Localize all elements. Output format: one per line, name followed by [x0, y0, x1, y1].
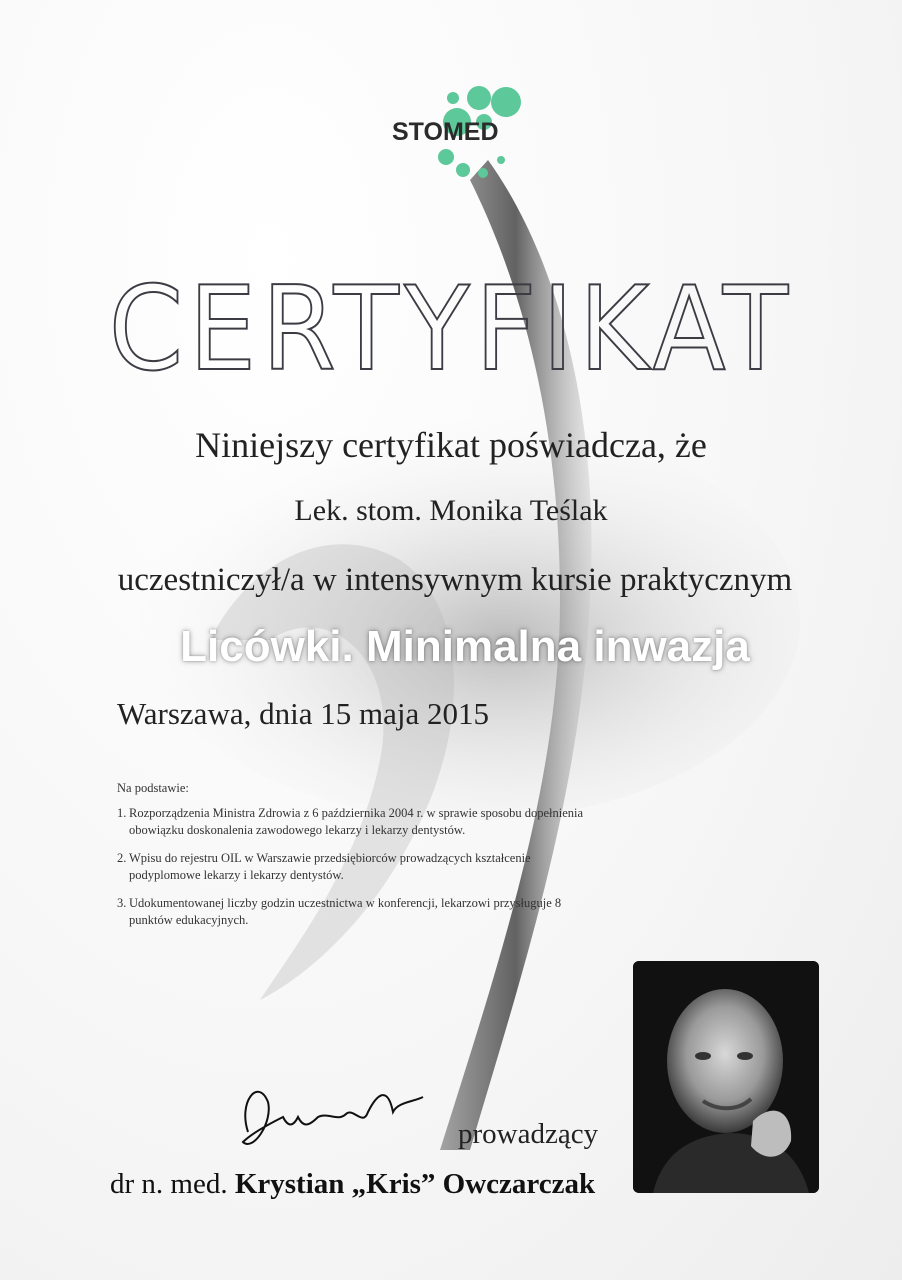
legal-basis — [117, 780, 587, 940]
legal-basis-list — [117, 805, 587, 929]
recipient-name: Lek. stom. Monika Teślak — [294, 494, 608, 527]
list-item-number: 1. — [117, 806, 127, 820]
place-date: Warszawa, dnia 15 maja 2015 — [117, 696, 489, 731]
instructor-title-prefix: dr n. med. — [110, 1168, 228, 1200]
instructor-line — [110, 1168, 595, 1201]
list-item-number: 2. — [117, 851, 127, 865]
course-name: Licówki. Minimalna inwazja — [180, 622, 750, 671]
list-item-text: Udokumentowanej liczby godzin uczestnictwa w konferencji, lekarzowi przysługuje 8 punktów edukacyjnych. — [129, 896, 562, 927]
list-item-number: 3. — [117, 896, 127, 910]
certificate-title — [0, 262, 902, 397]
certificate-title-text: CERTYFIKAT — [108, 262, 794, 397]
list-item — [117, 805, 587, 839]
intro-text: Niniejszy certyfikat poświadcza, że — [195, 425, 707, 465]
list-item-text: Wpisu do rejestru OIL w Warszawie przedsiębiorców prowadzących kształcenie podyplomowe lekarzy i lekarzy dentystów. — [129, 851, 531, 882]
logo-text: STOMED — [392, 118, 499, 146]
portrait-photo-icon — [633, 961, 819, 1193]
list-item — [117, 895, 587, 929]
instructor-role: prowadzący — [458, 1118, 599, 1150]
list-item — [117, 850, 587, 884]
legal-basis-heading: Na podstawie: — [117, 781, 189, 795]
instructor-name: Krystian „Kris” Owczarczak — [234, 1168, 596, 1200]
participation-text: uczestniczył/a w intensywnym kursie praktycznym — [117, 562, 793, 598]
list-item-text: Rozporządzenia Ministra Zdrowia z 6 października 2004 r. w sprawie sposobu dopełnienia obowiązku doskonalenia zawodowego lekarzy i lekarzy dentystów. — [129, 806, 584, 837]
instructor-signature — [228, 1072, 448, 1162]
instructor-photo — [633, 961, 819, 1193]
